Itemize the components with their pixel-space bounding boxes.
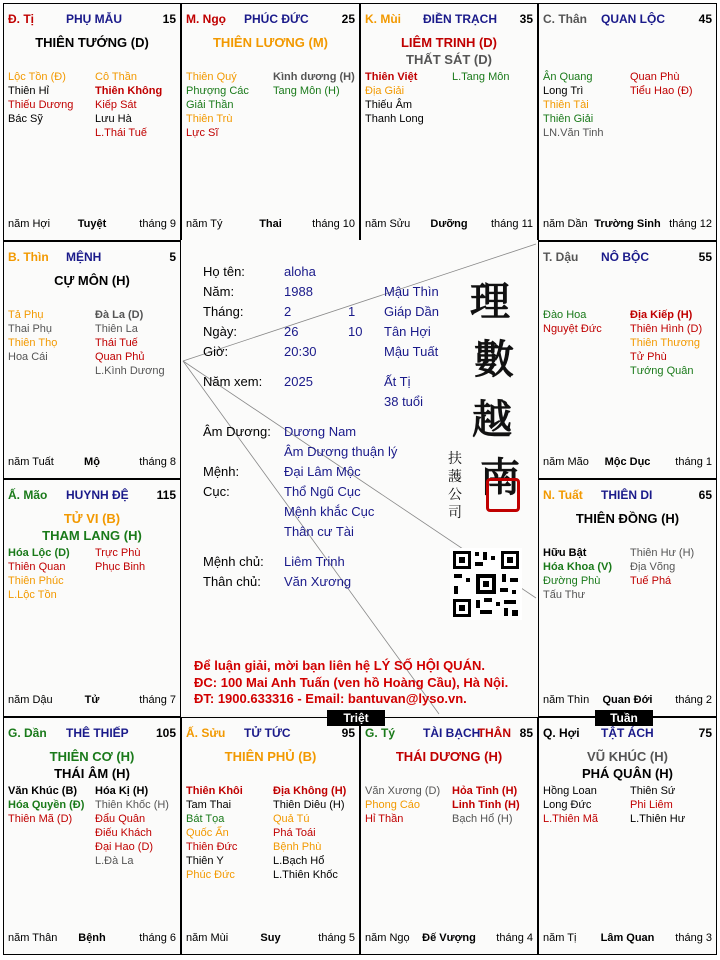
minor-stars-right [95, 70, 162, 140]
palace-month: tháng 12 [669, 218, 712, 230]
palace-header [543, 726, 712, 742]
main-stars [539, 510, 716, 527]
calligraphy-char-2: 數 [474, 336, 514, 383]
palace-month: tháng 5 [318, 932, 355, 944]
palace-year: năm Dần [543, 218, 588, 230]
palace-month: tháng 3 [675, 932, 712, 944]
minor-stars-left [365, 70, 424, 126]
minor-star: Thiên Diêu (H) [273, 799, 345, 811]
minor-star: Đà La (D) [95, 309, 144, 321]
main-star: THIÊN LƯƠNG (M) [212, 35, 329, 50]
minor-star: Đẩu Quân [95, 813, 146, 825]
minor-stars-left [8, 546, 70, 602]
minor-star: Quốc Ấn [186, 827, 229, 839]
main-stars [361, 34, 537, 68]
palace-year: năm Sửu [365, 218, 411, 230]
view-year-can-chi: Ất Tị [384, 374, 411, 389]
palace-header [186, 12, 355, 28]
minor-stars-left [543, 784, 598, 826]
main-star: THIÊN TƯỚNG (D) [35, 35, 149, 50]
minor-star: L.Thái Tuế [95, 127, 147, 139]
palace-year: năm Tuất [8, 456, 54, 468]
palace-decade-number: 65 [698, 488, 712, 502]
palace-cell-ti[interactable] [3, 3, 181, 241]
amduong-label: Âm Dương: [203, 424, 271, 439]
minor-star: Hữu Bật [543, 547, 587, 559]
main-star: THIÊN CƠ (H) [49, 749, 135, 764]
palace-month: tháng 6 [139, 932, 176, 944]
qr-code-graphic [450, 548, 522, 620]
palace-decade-number: 55 [698, 250, 712, 264]
minor-stars-left [8, 70, 73, 126]
minor-star: Thiên Thương [630, 337, 701, 349]
minor-star: Trực Phù [95, 547, 141, 559]
than-chu-value: Văn Xương [284, 574, 352, 589]
palace-name: TÀI BẠCH [423, 726, 481, 740]
minor-star: Thiên La [95, 323, 138, 335]
palace-year: năm Thân [8, 932, 58, 944]
month-can-chi: Giáp Dần [384, 304, 439, 319]
palace-year: năm Mão [543, 456, 589, 468]
than-chu-label: Thân chủ: [203, 574, 261, 589]
palace-decade-number: 95 [341, 726, 355, 740]
palace-branch: K. Mùi [365, 12, 401, 26]
main-star: PHÁ QUÂN (H) [582, 766, 673, 781]
palace-header [543, 488, 712, 504]
palace-decade-number: 75 [698, 726, 712, 740]
minor-star: Thiên Giải [543, 113, 594, 125]
minor-star: Phong Cáo [365, 799, 421, 811]
minor-star: Hỉ Thần [365, 813, 404, 825]
palace-stage: Tuyệt [77, 218, 107, 230]
minor-star: Lộc Tồn (Đ) [8, 71, 66, 83]
hour-can-chi: Mậu Tuất [384, 344, 439, 359]
palace-footer [8, 456, 176, 470]
minor-star: Phục Binh [95, 561, 146, 573]
palace-cell-than[interactable] [538, 3, 717, 241]
minor-stars-right [630, 784, 685, 826]
month-lunar: 1 [348, 304, 356, 319]
minor-stars-left [543, 546, 612, 602]
minor-star: Kình dương (H) [273, 71, 355, 83]
minor-stars-right [630, 70, 693, 98]
minor-star: Thiên Hình (D) [630, 323, 703, 335]
palace-cell-mao[interactable] [3, 479, 181, 717]
palace-decade-number: 15 [162, 12, 176, 26]
palace-name: TẬT ÁCH [601, 726, 654, 740]
year-label: Năm: [203, 284, 235, 299]
seal-small-3: 公 [448, 486, 462, 502]
minor-star: Tiểu Hao (Đ) [630, 85, 693, 97]
minor-star: Thiên Việt [365, 71, 418, 83]
day-lunar: 10 [348, 324, 363, 339]
palace-year: năm Thìn [543, 694, 590, 706]
minor-star: Văn Khúc (B) [8, 785, 78, 797]
palace-decade-number: 25 [341, 12, 355, 26]
minor-star: Thiên Trù [186, 113, 233, 125]
day-label: Ngày: [203, 324, 237, 339]
main-stars [4, 510, 180, 544]
triet-tag: Triệt [327, 710, 385, 726]
minor-star: Thiên Tài [543, 99, 589, 111]
palace-header [186, 726, 355, 742]
calligraphy-char-1: 理 [470, 278, 510, 325]
palace-footer [8, 694, 176, 708]
minor-star: Hóa Quyền (Đ) [8, 799, 85, 811]
seal-small-2: 䕶 [448, 468, 462, 484]
seal-small-4: 司 [448, 504, 462, 520]
palace-header [543, 12, 712, 28]
minor-star: L.Thiên Khốc [273, 869, 338, 881]
palace-stage: Thai [259, 218, 282, 230]
palace-header [365, 12, 533, 28]
minor-stars-right [95, 784, 169, 868]
palace-branch: G. Tý [365, 726, 396, 740]
minor-stars-left [186, 70, 249, 140]
cuc-value: Thổ Ngũ Cục [284, 484, 361, 499]
main-star: TỬ VI (B) [63, 511, 121, 526]
palace-header [8, 12, 176, 28]
minor-star: Bạch Hổ (H) [452, 813, 513, 825]
minor-star: Thiên Sứ [630, 785, 676, 797]
minor-star: Giải Thần [186, 99, 234, 111]
seal-small-1: 扶 [448, 450, 462, 466]
minor-stars-right [95, 308, 165, 378]
cuc-label: Cục: [203, 484, 230, 499]
palace-decade-number: 5 [169, 250, 176, 264]
day-value: 26 [284, 324, 299, 339]
minor-star: L.Đà La [95, 855, 134, 867]
palace-footer [186, 218, 355, 232]
palace-stage: Bệnh [78, 932, 106, 944]
minor-star: Thiếu Âm [365, 99, 413, 111]
palace-name: TỬ TỨC [244, 726, 291, 740]
minor-star: Thiên Y [186, 855, 224, 867]
contact-line-2: ĐC: 100 Mai Anh Tuấn (ven hồ Hoàng Cầu), Hà Nội. [194, 675, 509, 690]
minor-star: Thiên Phúc [8, 575, 64, 587]
palace-than-marker: THÂN [477, 726, 511, 740]
palace-cell-suu[interactable] [181, 717, 360, 955]
minor-star: Thiên Quý [186, 71, 237, 83]
amduong-relation: Âm Dương thuận lý [284, 444, 398, 459]
palace-year: năm Dậu [8, 694, 53, 706]
palace-month: tháng 10 [312, 218, 355, 230]
minor-star: Thai Phụ [8, 323, 53, 335]
palace-name: QUAN LỘC [601, 12, 665, 26]
palace-year: năm Tị [543, 932, 577, 944]
palace-year: năm Hợi [8, 218, 51, 230]
minor-star: Lực Sĩ [186, 127, 219, 139]
palace-stage: Trường Sinh [594, 218, 661, 230]
palace-footer [8, 932, 176, 946]
amduong-value: Dương Nam [284, 424, 357, 439]
minor-star: Kiếp Sát [95, 99, 137, 111]
minor-star: L.Thiên Mã [543, 813, 599, 825]
main-star: THẤT SÁT (D) [406, 52, 492, 67]
minor-star: Thiên Không [95, 85, 163, 97]
year-value: 1988 [284, 284, 313, 299]
minor-star: Bệnh Phù [273, 841, 322, 853]
contact-line-3: ĐT: 1900.633316 - Email: bantuvan@lyso.vn. [194, 691, 467, 706]
palace-cell-dau[interactable] [538, 241, 717, 479]
palace-name: PHÚC ĐỨC [244, 12, 309, 26]
minor-star: Thiên Hỉ [8, 85, 49, 97]
minor-star: Thiên Đức [186, 841, 238, 853]
palace-month: tháng 8 [139, 456, 176, 468]
day-can-chi: Tân Hợi [384, 324, 431, 339]
calligraphy-char-3: 越 [472, 396, 512, 443]
palace-cell-mui[interactable] [360, 3, 538, 241]
minor-stars-right [95, 546, 145, 574]
minor-stars-left [543, 308, 602, 336]
minor-star: LN.Văn Tinh [543, 127, 604, 139]
minor-star: Tấu Thư [543, 589, 586, 601]
minor-star: Long Trì [543, 85, 584, 97]
red-seal-icon [486, 478, 520, 512]
cuc-relation: Mệnh khắc Cục [284, 504, 375, 519]
main-star: THÁI DƯƠNG (H) [395, 749, 503, 764]
menh-value: Đại Lâm Mộc [284, 464, 361, 479]
minor-star: Ân Quang [543, 71, 593, 83]
minor-star: Tam Thai [186, 799, 232, 811]
palace-month: tháng 2 [675, 694, 712, 706]
minor-star: Địa Võng [630, 561, 676, 573]
palace-header [543, 250, 712, 266]
minor-star: Hóa Khoa (V) [543, 561, 613, 573]
main-star: THÁI ÂM (H) [54, 766, 130, 781]
palace-stage: Đế Vượng [422, 932, 476, 944]
minor-star: Tướng Quân [630, 365, 694, 377]
minor-star: Tả Phụ [8, 309, 44, 321]
minor-star: L.Bạch Hổ [273, 855, 325, 867]
main-star: CỰ MÔN (H) [54, 273, 130, 288]
palace-name: MỆNH [66, 250, 102, 264]
minor-star: Địa Giải [365, 85, 405, 97]
palace-branch: M. Ngọ [186, 12, 226, 26]
tuan-tag: Tuần [595, 710, 653, 726]
palace-branch: G. Dần [8, 726, 47, 740]
minor-stars-right [630, 308, 702, 378]
palace-header [8, 726, 176, 742]
palace-stage: Tử [84, 694, 100, 706]
menh-chu-label: Mệnh chủ: [203, 554, 264, 569]
palace-year: năm Mùi [186, 932, 229, 944]
palace-name: THÊ THIẾP [66, 726, 129, 740]
palace-stage: Dưỡng [430, 218, 468, 230]
view-year-value: 2025 [284, 374, 313, 389]
main-stars [4, 34, 180, 51]
main-stars [361, 748, 537, 765]
minor-star: Hỏa Tinh (H) [452, 785, 518, 797]
palace-footer [543, 694, 712, 708]
contact-line-1: Để luận giải, mời bạn liên hệ LÝ SỐ HỘI QUÁN. [194, 658, 485, 673]
minor-stars-right [452, 784, 520, 826]
minor-star: Tang Môn (H) [273, 85, 340, 97]
main-stars [182, 34, 359, 51]
minor-stars-right [630, 546, 694, 588]
calligraphy-logo [448, 270, 532, 540]
minor-star: Hóa Kị (H) [95, 785, 149, 797]
palace-footer [543, 932, 712, 946]
main-stars [539, 748, 716, 782]
main-star: THAM LANG (H) [42, 528, 142, 543]
name-value: aloha [284, 264, 316, 279]
minor-star: Quan Phủ [95, 351, 145, 363]
minor-star: Phượng Các [186, 85, 249, 97]
palace-cell-dan[interactable] [3, 717, 181, 955]
palace-year: năm Ngọ [365, 932, 410, 944]
main-stars [4, 272, 180, 289]
palace-stage: Mộ [84, 456, 100, 468]
name-label: Họ tên: [203, 264, 245, 279]
minor-stars-right [273, 70, 355, 98]
minor-star: L.Thiên Hư [630, 813, 686, 825]
age-value: 38 tuổi [384, 394, 424, 409]
main-star: VŨ KHÚC (H) [587, 749, 668, 764]
palace-month: tháng 9 [139, 218, 176, 230]
palace-month: tháng 7 [139, 694, 176, 706]
palace-branch: Ấ. Mão [8, 488, 48, 502]
main-star: LIÊM TRINH (D) [400, 35, 498, 50]
calligraphy-char-4: 南 [480, 454, 520, 501]
minor-star: L.Kình Dương [95, 365, 165, 377]
minor-star: Phúc Đức [186, 869, 235, 881]
palace-footer [8, 218, 176, 232]
palace-name: ĐIỀN TRẠCH [423, 12, 497, 26]
minor-star: Quả Tú [273, 813, 310, 825]
palace-name: NÔ BỘC [601, 250, 649, 264]
palace-stage: Mộc Dục [604, 456, 651, 468]
minor-stars-left [186, 784, 243, 882]
minor-stars-left [8, 308, 57, 364]
main-star: THIÊN ĐỒNG (H) [575, 511, 680, 526]
menh-chu-value: Liêm Trinh [284, 554, 345, 569]
minor-star: Tuế Phá [630, 575, 672, 587]
minor-star: Lưu Hà [95, 113, 132, 125]
palace-footer [543, 218, 712, 232]
palace-month: tháng 4 [496, 932, 533, 944]
minor-star: Hoa Cái [8, 351, 48, 363]
palace-branch: C. Thân [543, 12, 587, 26]
minor-star: Điếu Khách [95, 827, 152, 839]
minor-star: Thiên Hư (H) [630, 547, 695, 559]
qr-code-icon[interactable] [450, 548, 522, 620]
palace-month: tháng 11 [490, 218, 533, 230]
palace-decade-number: 45 [698, 12, 712, 26]
minor-star: Thanh Long [365, 113, 424, 125]
minor-stars-left [543, 70, 604, 140]
minor-star: Đào Hoa [543, 309, 587, 321]
than-position: Thân cư Tài [284, 524, 354, 539]
palace-branch: Q. Hợi [543, 726, 580, 740]
palace-footer [365, 218, 533, 232]
minor-star: Long Đức [543, 799, 592, 811]
palace-cell-thin[interactable] [3, 241, 181, 479]
minor-star: Bát Tọa [186, 813, 225, 825]
minor-star: Nguyệt Đức [543, 323, 602, 335]
palace-year: năm Tý [186, 218, 223, 230]
minor-star: Phá Toái [273, 827, 316, 839]
minor-star: L.Tang Môn [452, 71, 510, 83]
minor-star: L.Lộc Tồn [8, 589, 57, 601]
minor-star: Thiên Thọ [8, 337, 58, 349]
palace-decade-number: 105 [155, 726, 176, 740]
minor-star: Cô Thần [95, 71, 137, 83]
month-label: Tháng: [203, 304, 244, 319]
minor-stars-left [8, 784, 84, 826]
palace-branch: Đ. Tị [8, 12, 34, 26]
palace-footer [365, 932, 533, 946]
palace-stage: Quan Đới [602, 694, 653, 706]
minor-star: Thiếu Dương [8, 99, 74, 111]
palace-footer [543, 456, 712, 470]
main-stars [182, 748, 359, 765]
main-star: THIÊN PHỦ (B) [224, 749, 317, 764]
minor-star: Thiên Khốc (H) [95, 799, 169, 811]
minor-star: Phi Liêm [630, 799, 673, 811]
minor-star: Đại Hao (D) [95, 841, 154, 853]
year-can-chi: Mậu Thìn [384, 284, 439, 299]
palace-name: HUYNH ĐỆ [66, 488, 129, 502]
palace-branch: T. Dậu [543, 250, 579, 264]
minor-star: Hóa Lộc (D) [8, 547, 70, 559]
palace-header [365, 726, 533, 742]
menh-label: Mệnh: [203, 464, 240, 479]
palace-name: THIÊN DI [601, 488, 653, 502]
palace-cell-ty[interactable] [360, 717, 538, 955]
minor-star: Thiên Khôi [186, 785, 243, 797]
palace-branch: B. Thìn [8, 250, 49, 264]
main-stars [4, 748, 180, 782]
minor-star: Thiên Quan [8, 561, 66, 573]
palace-decade-number: 85 [519, 726, 533, 740]
palace-branch: N. Tuất [543, 488, 583, 502]
palace-decade-number: 35 [519, 12, 533, 26]
hour-value: 20:30 [284, 344, 317, 359]
minor-star: Linh Tinh (H) [452, 799, 520, 811]
minor-stars-left [365, 784, 440, 826]
minor-star: Hồng Loan [543, 785, 597, 797]
minor-star: Bác Sỹ [8, 113, 43, 125]
palace-stage: Suy [260, 932, 281, 944]
palace-cell-hoi[interactable] [538, 717, 717, 955]
minor-stars-right [273, 784, 346, 882]
palace-branch: Ấ. Sửu [186, 726, 226, 740]
minor-star: Địa Kiếp (H) [630, 309, 693, 321]
palace-name: PHỤ MẪU [66, 12, 122, 26]
palace-header [8, 250, 176, 266]
month-value: 2 [284, 304, 292, 319]
palace-stage: Lâm Quan [600, 932, 655, 944]
palace-header [8, 488, 176, 504]
minor-star: Thái Tuế [95, 337, 138, 349]
minor-star: Địa Không (H) [273, 785, 347, 797]
palace-cell-tuat[interactable] [538, 479, 717, 717]
minor-star: Đường Phù [543, 575, 601, 587]
palace-decade-number: 115 [156, 488, 176, 502]
palace-cell-ngo[interactable] [181, 3, 360, 241]
minor-star: Quan Phù [630, 71, 680, 83]
view-year-label: Năm xem: [203, 374, 263, 389]
palace-month: tháng 1 [675, 456, 712, 468]
palace-footer [186, 932, 355, 946]
minor-star: Tử Phù [630, 351, 667, 363]
minor-star: Thiên Mã (D) [8, 813, 73, 825]
minor-star: Văn Xương (D) [365, 785, 441, 797]
minor-stars-right [452, 70, 509, 84]
hour-label: Giờ: [203, 344, 229, 359]
